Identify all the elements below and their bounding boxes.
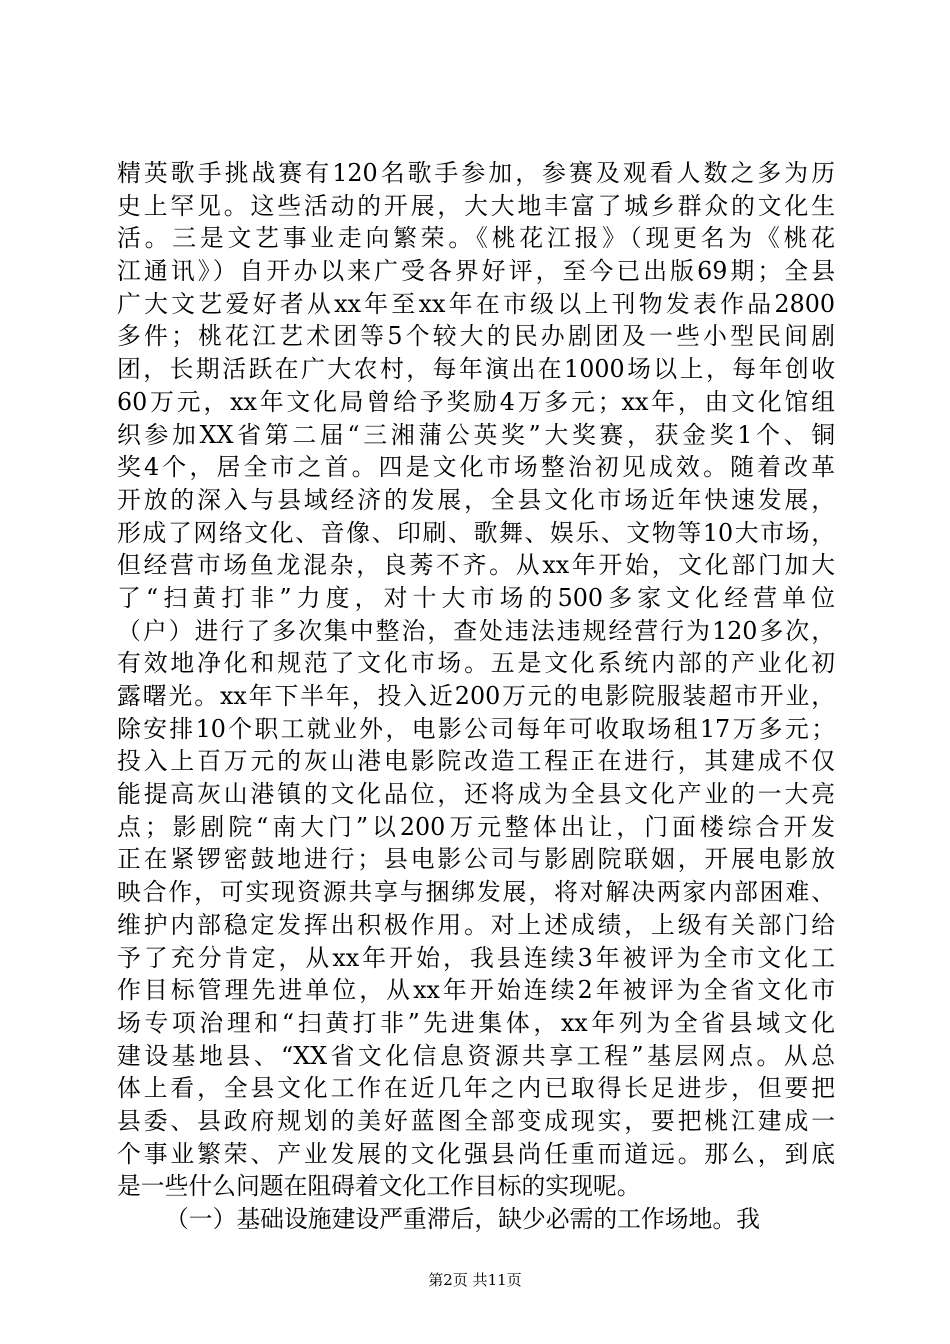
text-line: 织参加XX省第二届“三湘蒲公英奖”大奖赛，获金奖1个、铜 xyxy=(117,420,835,449)
text-line: 能提高灰山港镇的文化品位，还将成为全县文化产业的一大亮 xyxy=(117,780,835,809)
text-line: 予了充分肯定，从xx年开始，我县连续3年被评为全市文化工 xyxy=(117,943,835,972)
text-line: 江通讯》）自开办以来广受各界好评，至今已出版69期；全县 xyxy=(117,257,835,286)
text-line: （户）进行了多次集中整治，查处违法违规经营行为120多次， xyxy=(117,616,835,645)
text-line: 有效地净化和规范了文化市场。五是文化系统内部的产业化初 xyxy=(117,649,835,678)
text-line: 点；影剧院“南大门”以200万元整体出让，门面楼综合开发 xyxy=(117,812,835,841)
text-line: 体上看，全县文化工作在近几年之内已取得长足进步，但要把 xyxy=(117,1074,835,1103)
text-line: 场专项治理和“扫黄打非”先进集体，xx年列为全省县域文化 xyxy=(117,1008,835,1037)
text-line: 个事业繁荣、产业发展的文化强县尚任重而道远。那么，到底 xyxy=(117,1139,835,1168)
text-line: 但经营市场鱼龙混杂，良莠不齐。从xx年开始，文化部门加大 xyxy=(117,551,835,580)
section-heading-line: （一）基础设施建设严重滞后，缺少必需的工作场地。我 xyxy=(165,1205,760,1233)
text-line: 活。三是文艺事业走向繁荣。《桃花江报》（现更名为《桃花 xyxy=(117,224,835,253)
text-line: 60万元，xx年文化局曾给予奖励4万多元；xx年，由文化馆组 xyxy=(117,387,835,416)
text-line: 奖4个，居全市之首。四是文化市场整治初见成效。随着改革 xyxy=(117,453,835,482)
text-line: 维护内部稳定发挥出积极作用。对上述成绩，上级有关部门给 xyxy=(117,910,835,939)
text-line: 史上罕见。这些活动的开展，大大地丰富了城乡群众的文化生 xyxy=(117,191,835,220)
text-line: 映合作，可实现资源共享与捆绑发展，将对解决两家内部困难、 xyxy=(117,878,835,907)
text-line: 广大文艺爱好者从xx年至xx年在市级以上刊物发表作品2800 xyxy=(117,289,835,318)
page-number-footer: 第2页 共11页 xyxy=(428,1271,522,1289)
text-line: 投入上百万元的灰山港电影院改造工程正在进行，其建成不仅 xyxy=(117,747,835,776)
text-line: 团，长期活跃在广大农村，每年演出在1000场以上，每年创收 xyxy=(117,355,835,384)
text-line: 多件；桃花江艺术团等5个较大的民办剧团及一些小型民间剧 xyxy=(117,322,835,351)
text-line: 正在紧锣密鼓地进行；县电影公司与影剧院联姻，开展电影放 xyxy=(117,845,835,874)
text-line: 建设基地县、“XX省文化信息资源共享工程”基层网点。从总 xyxy=(117,1041,835,1070)
text-line: 作目标管理先进单位，从xx年开始连续2年被评为全省文化市 xyxy=(117,976,835,1005)
text-line: 开放的深入与县域经济的发展，全县文化市场近年快速发展， xyxy=(117,485,835,514)
text-line: 了“扫黄打非”力度，对十大市场的500多家文化经营单位 xyxy=(117,583,835,612)
body-text xyxy=(117,157,835,1236)
text-line: 精英歌手挑战赛有120名歌手参加，参赛及观看人数之多为历 xyxy=(117,159,835,187)
paragraph-last-line: 是一些什么问题在阻碍着文化工作目标的实现呢。 xyxy=(117,1172,641,1201)
text-line: 县委、县政府规划的美好蓝图全部变成现实，要把桃江建成一 xyxy=(117,1106,835,1135)
text-line: 除安排10个职工就业外，电影公司每年可收取场租17万多元； xyxy=(117,714,835,743)
text-line: 露曙光。xx年下半年，投入近200万元的电影院服装超市开业， xyxy=(117,682,835,710)
text-line: 形成了网络文化、音像、印刷、歌舞、娱乐、文物等10大市场， xyxy=(117,518,835,547)
